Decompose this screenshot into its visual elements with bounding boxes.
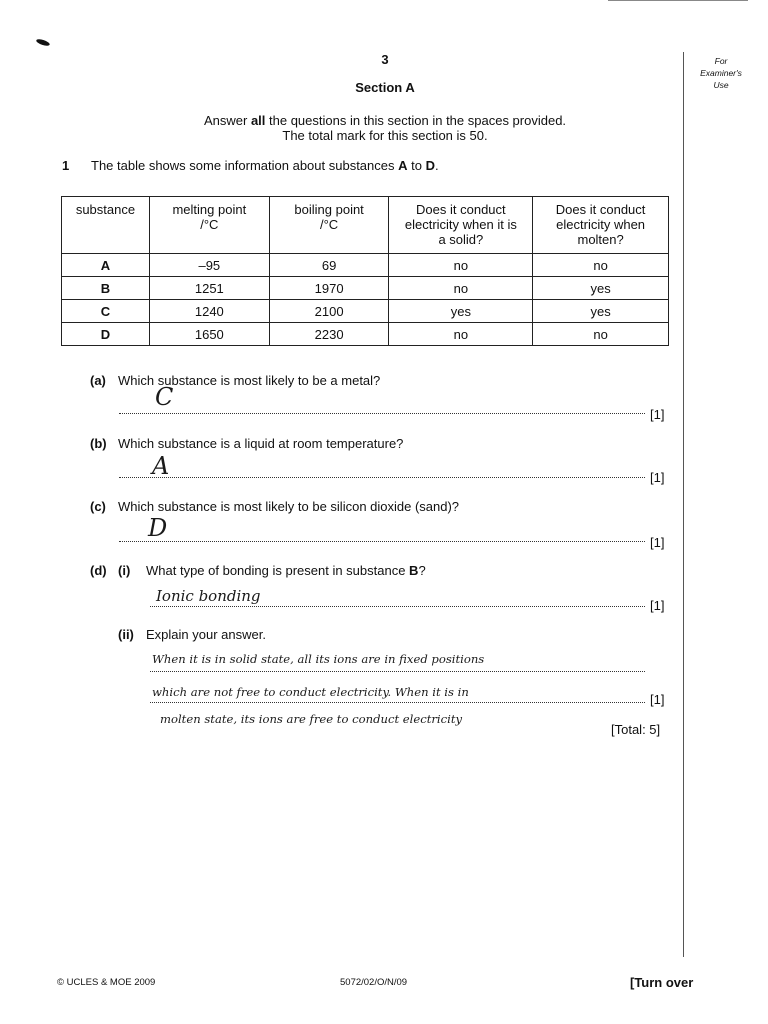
question-d-ii [118, 627, 266, 642]
substance-cell: B [62, 277, 150, 300]
answer-c-handwritten[interactable]: D [148, 514, 168, 542]
answer-b-handwritten[interactable]: A [152, 452, 170, 480]
part-label: (c) [90, 499, 106, 514]
question-b [90, 436, 403, 451]
answer-line-d-ii-1 [150, 671, 645, 672]
examiner-use-note [684, 55, 758, 91]
answer-line-d-ii-2 [150, 702, 645, 703]
table-row [62, 277, 669, 300]
page-number: 3 [381, 52, 389, 67]
examiner-margin-rule [683, 52, 684, 957]
boiling-point-cell: 2230 [269, 323, 389, 346]
table-row [62, 323, 669, 346]
conduct-molten-cell: yes [533, 277, 669, 300]
turn-over-note: [Turn over [630, 975, 694, 990]
question-number: 1 [62, 158, 70, 173]
answer-line-d-i [150, 606, 645, 607]
melting-point-cell: 1650 [149, 323, 269, 346]
total-marks: [Total: 5] [611, 722, 661, 737]
boiling-point-cell: 2100 [269, 300, 389, 323]
question-text: Which substance is most likely to be a metal? [118, 373, 381, 388]
question-text: Which substance is most likely to be silicon dioxide (sand)? [118, 499, 460, 514]
question-c [90, 499, 459, 514]
conduct-solid-cell: no [389, 277, 533, 300]
melting-point-cell: –95 [149, 254, 269, 277]
melting-point-cell: 1240 [149, 300, 269, 323]
answer-d-ii-line-1[interactable]: When it is in solid state, all its ions are in fixed positions [152, 652, 485, 666]
instructions [150, 113, 620, 143]
boiling-point-cell: 69 [269, 254, 389, 277]
examiner-note-line: For [714, 56, 728, 66]
paper-code: 5072/02/O/N/09 [340, 977, 408, 988]
mark-b: [1] [650, 470, 665, 485]
conduct-molten-cell: no [533, 323, 669, 346]
answer-a-handwritten[interactable]: C [155, 383, 174, 411]
scan-edge-line [608, 0, 748, 1]
copyright-notice: © UCLES & MOE 2009 [57, 977, 156, 988]
header-melting-point: melting point /°C [149, 197, 269, 254]
answer-d-i-handwritten[interactable]: Ionic bonding [156, 587, 261, 605]
subpart-label: (ii) [118, 627, 134, 642]
part-label: (b) [90, 436, 107, 451]
table-row [62, 254, 669, 277]
conduct-solid-cell: no [389, 254, 533, 277]
answer-d-ii-line-2[interactable]: which are not free to conduct electricity. When it is in [152, 685, 469, 699]
substance-cell: D [62, 323, 150, 346]
mark-d-ii: [1] [650, 692, 665, 707]
substance-cell: A [62, 254, 150, 277]
table-row [62, 300, 669, 323]
scan-mark [36, 38, 51, 47]
question-text: Explain your answer. [146, 627, 266, 642]
instruction-line-2: The total mark for this section is 50. [282, 128, 488, 143]
answer-d-ii-line-3[interactable]: molten state, its ions are free to conduct electricity [160, 712, 463, 726]
mark-d-i: [1] [650, 598, 665, 613]
answer-line-c [119, 541, 645, 542]
examiner-note-line: Examiner's [700, 68, 742, 78]
answer-line-b [119, 477, 645, 478]
instruction-line-1: Answer all the questions in this section in the spaces provided. [203, 113, 567, 128]
header-conduct-solid: Does it conduct electricity when it is a solid? [389, 197, 533, 254]
substance-cell: C [62, 300, 150, 323]
boiling-point-cell: 1970 [269, 277, 389, 300]
substances-table [61, 196, 669, 346]
conduct-solid-cell: no [389, 323, 533, 346]
question-1-intro: 1 The table shows some information about substances A to D. [62, 158, 439, 173]
question-text: Which substance is a liquid at room temperature? [118, 436, 404, 451]
mark-c: [1] [650, 535, 665, 550]
part-label: (d) [90, 563, 107, 578]
subpart-label: (i) [118, 563, 131, 578]
section-title: Section A [355, 80, 415, 95]
question-a [90, 373, 380, 388]
part-label: (a) [90, 373, 106, 388]
question-d-i: (d) (i) What type of bonding is present in substance B? [90, 563, 426, 578]
conduct-molten-cell: no [533, 254, 669, 277]
examiner-note-line: Use [713, 80, 729, 90]
header-substance: substance [62, 197, 150, 254]
mark-a: [1] [650, 407, 665, 422]
conduct-molten-cell: yes [533, 300, 669, 323]
header-conduct-molten: Does it conduct electricity when molten? [533, 197, 669, 254]
table-header-row [62, 197, 669, 254]
header-boiling-point: boiling point /°C [269, 197, 389, 254]
conduct-solid-cell: yes [389, 300, 533, 323]
melting-point-cell: 1251 [149, 277, 269, 300]
answer-line-a [119, 413, 645, 414]
